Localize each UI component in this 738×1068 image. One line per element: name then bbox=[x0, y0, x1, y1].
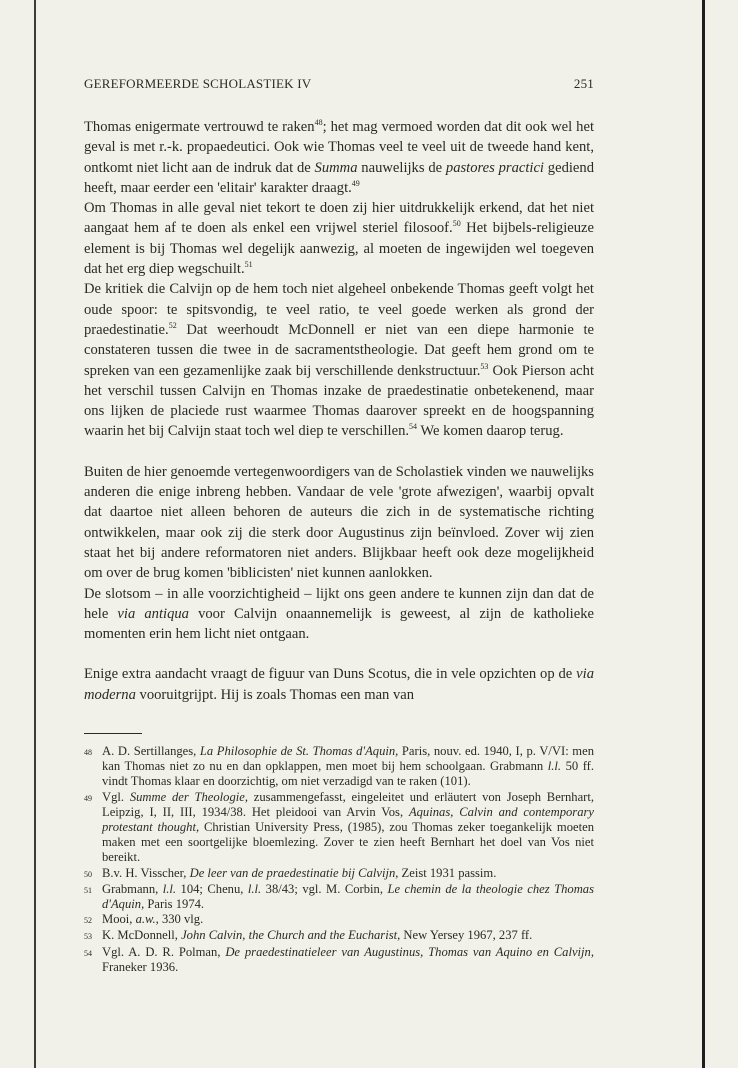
footnote-text bbox=[102, 945, 594, 975]
footnote-ref: 53 bbox=[480, 361, 489, 371]
paragraph bbox=[84, 664, 594, 705]
text-run: vooruitgrijpt. Hij is zoals Thomas een man van bbox=[135, 686, 415, 703]
footnote-text bbox=[102, 882, 594, 912]
text-run: 104; Chenu, bbox=[176, 881, 248, 896]
text-run: B.v. H. Visscher, bbox=[102, 865, 190, 880]
text-run: Vgl. bbox=[102, 789, 130, 804]
footnote-ref: 51 bbox=[244, 260, 253, 270]
footnote bbox=[84, 912, 594, 928]
text-run: Om Thomas in alle geval niet tekort te doen zij hier uitdrukkelijk erkend, dat het niet aangaat hem af te doen als enkel een vrijwel steriel filosoof. bbox=[84, 200, 594, 237]
text-run: K. McDonnell, bbox=[102, 928, 182, 943]
footnote-rule bbox=[84, 733, 142, 734]
footnote-number: 52 bbox=[84, 916, 92, 926]
footnote bbox=[84, 866, 594, 882]
footnote-number: 50 bbox=[84, 869, 92, 879]
italic-text: Summe der Theologie, bbox=[129, 789, 249, 804]
footnote-number: 54 bbox=[84, 948, 92, 958]
footnote bbox=[84, 945, 594, 975]
footnotes bbox=[84, 744, 594, 975]
text-run: Ook Pierson acht het verschil tussen Calvijn en Thomas inzake de praedestinatie onbetekenend, maar ons lijken de placiede rust waarmee Thomas daarover spreekt en de hoogspanning waarin het bij Calvijn staat toch wel diep te verschillen. bbox=[84, 362, 595, 440]
italic-text: De praedestinatieleer van Augustinus, Thomas van Aquino en Calvijn, bbox=[225, 944, 594, 959]
footnote-ref: 49 bbox=[351, 178, 360, 188]
italic-text: via antiqua bbox=[117, 605, 189, 622]
footnote-number: 49 bbox=[84, 793, 92, 803]
page-number: 251 bbox=[573, 76, 594, 91]
footnote-text bbox=[102, 912, 594, 928]
footnote bbox=[84, 882, 594, 912]
paragraph bbox=[84, 279, 594, 441]
text-run: Zeist 1931 passim. bbox=[398, 865, 497, 880]
text-run: A. D. Sertillanges, bbox=[102, 744, 200, 759]
running-head-title: GEREFORMEERDE SCHOLASTIEK IV bbox=[84, 76, 312, 91]
footnote-text bbox=[102, 866, 594, 882]
scan-edge-left bbox=[34, 0, 36, 1068]
text-run: Dat weerhoudt McDonnell er niet van een diepe harmonie te constateren tussen die twee in de sacramentstheologie. Dat geeft hem grond om te spreken van een gezamenlijke zaak bij verschillende denkstructuur. bbox=[84, 321, 594, 379]
text-run: Thomas enigermate vertrouwd te raken bbox=[84, 119, 315, 135]
footnote-ref: 50 bbox=[452, 219, 461, 229]
paragraph bbox=[84, 198, 594, 279]
italic-text: a.w., bbox=[135, 912, 159, 927]
text-run: De slotsom – in alle voorzichtigheid – lijkt ons geen andere te kunnen zijn dan dat de hele bbox=[84, 585, 594, 622]
section-gap bbox=[84, 644, 594, 664]
text-run: Buiten de hier genoemde vertegenwoordigers van de Scholastiek vinden we nauwelijks anderen die enige inbreng hebben. Vandaar de vele 'grote afwezigen', waarbij opvalt dat daartoe niet alleen behoren de auteurs die zich in de systematische richting ontwikkelen, maar ook zij die sterk door Augustinus zijn beïnvloed. Zover wij zien staat het bij andere reformatoren niet anders. Blijkbaar heeft ook deze mogelijkheid om over de brug komen 'biblicisten' niet kunnen aanlokken. bbox=[84, 463, 594, 582]
italic-text: La Philosophie de St. Thomas d'Aquin, bbox=[199, 744, 399, 759]
text-run: Christian University Press, (1985), zou Thomas zeker toegankelijk moeten maken met een soortgelijke bloemlezing. Zover te zien heeft Bernhart het doel van Vos niet bereikt. bbox=[102, 820, 594, 865]
paragraph bbox=[84, 117, 594, 198]
text-run: Mooi, bbox=[102, 912, 136, 927]
text-run: voor Calvijn onaannemelijk is geweest, al zijn de katholieke momenten erin hem licht niet ontgaan. bbox=[84, 605, 594, 643]
text-run: 38/43; vgl. M. Corbin, bbox=[261, 881, 388, 896]
footnote-ref: 54 bbox=[409, 422, 418, 432]
footnote bbox=[84, 790, 594, 866]
footnote-text bbox=[102, 790, 594, 866]
italic-text: pastores practici bbox=[445, 159, 544, 176]
text-run: Paris 1974. bbox=[144, 897, 205, 912]
footnote-ref: 48 bbox=[314, 118, 323, 127]
footnote bbox=[84, 928, 594, 944]
italic-text: l.l. bbox=[162, 881, 177, 896]
footnote-number: 53 bbox=[84, 932, 92, 942]
footnote-text bbox=[102, 928, 594, 944]
italic-text: De leer van de praedestinatie bij Calvijn, bbox=[189, 865, 399, 880]
italic-text: Summa bbox=[314, 159, 358, 176]
text-run: 50 ff. vindt Thomas klaar en doorzichtig, om niet verzadigd van te raken (101). bbox=[102, 759, 595, 789]
text-run: Vgl. A. D. R. Polman, bbox=[102, 944, 226, 959]
italic-text: John Calvin, the Church and the Eucharist, bbox=[181, 928, 401, 943]
section-gap bbox=[84, 442, 594, 462]
text-run: De kritiek die Calvijn op de hem toch niet algeheel onbekende Thomas geeft volgt het oude spoor: te spitsvondig, te veel ratio, te veel goede werken als grond der praedestinatie. bbox=[84, 281, 594, 338]
footnote bbox=[84, 744, 594, 790]
footnote-number: 48 bbox=[84, 748, 92, 758]
text-run: Enige extra aandacht vraagt de figuur van Duns Scotus, die in vele opzichten op de bbox=[84, 666, 577, 683]
text-run: 330 vlg. bbox=[158, 912, 204, 927]
footnote-ref: 52 bbox=[168, 320, 177, 330]
text-run: nauwelijks de bbox=[357, 159, 446, 176]
paragraph bbox=[84, 462, 594, 584]
book-page bbox=[84, 76, 594, 975]
italic-text: Aquinas, Calvin and contemporary protestant thought, bbox=[102, 804, 594, 835]
text-run: Paris, nouv. ed. 1940, I, p. V/VI: men kan Thomas niet zo nu en dan opklappen, men moet bij hem schoolgaan. Grabmann bbox=[102, 744, 594, 774]
text-run: Franeker 1936. bbox=[102, 959, 179, 974]
italic-text: via moderna bbox=[84, 666, 594, 703]
italic-text: l.l. bbox=[247, 881, 262, 896]
italic-text: Le chemin de la theologie chez Thomas d'Aquin, bbox=[102, 881, 595, 912]
footnote-number: 51 bbox=[84, 885, 92, 895]
scan-edge-right bbox=[702, 0, 705, 1068]
italic-text: l.l. bbox=[547, 759, 562, 774]
text-run: gediend heeft, maar eerder een 'elitair' karakter draagt. bbox=[84, 159, 594, 196]
text-run: Het bijbels-religieuze element is bij Thomas wel degelijk aanwezig, al moeten de ingewijden wel toegeven dat het erg diep wegschuilt. bbox=[84, 220, 595, 278]
paragraph bbox=[84, 584, 594, 645]
running-head bbox=[84, 76, 594, 95]
body-text bbox=[84, 117, 594, 705]
text-run: Grabmann, bbox=[102, 881, 163, 896]
text-run: We komen daarop terug. bbox=[417, 423, 564, 440]
text-run: ; het mag vermoed worden dat dit ook wel het geval is met r.-k. propaedeutici. Ook wie Thomas veel te veel uit de tweede hand kent, ontkomt niet licht aan de indruk dat de bbox=[84, 119, 594, 176]
text-run: zusammengefasst, eingeleitet und erläutert von Joseph Bernhart, Leipzig, I, II, III, 1934/38. Het pleidooi van Arvin Vos, bbox=[102, 789, 594, 819]
footnote-text bbox=[102, 744, 594, 790]
text-run: New Yersey 1967, 237 ff. bbox=[400, 928, 533, 943]
